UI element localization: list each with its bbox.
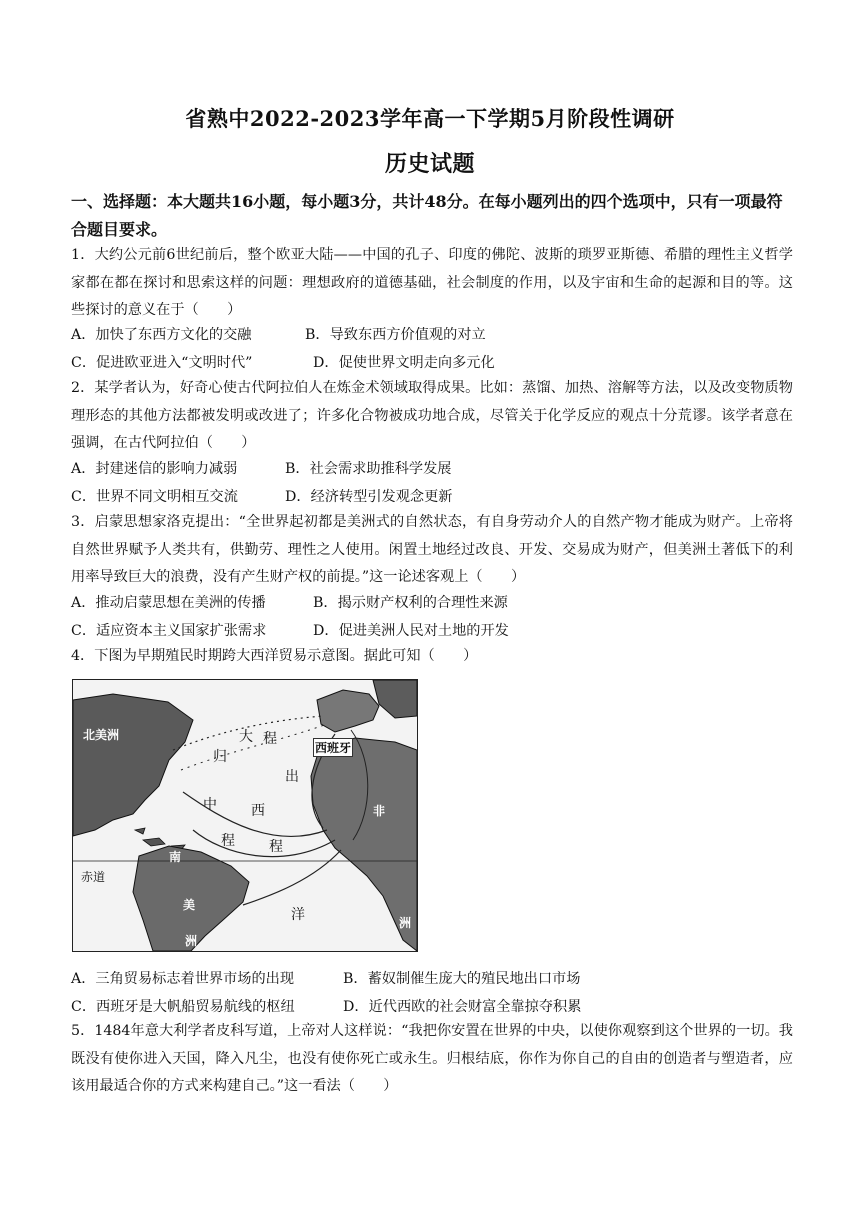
map-label-africa-2: 洲	[399, 916, 412, 930]
question-1-option-c[interactable]: C．促进欧亚进入“文明时代”	[71, 355, 253, 371]
atlantic-trade-map	[72, 679, 418, 952]
map-label-south-america-3: 洲	[185, 934, 198, 948]
question-1-options	[71, 321, 793, 377]
question-3-option-d[interactable]: D．促进美洲人民对土地的开发	[313, 623, 509, 639]
question-3-stem: 3．启蒙思想家洛克提出：“全世界起初都是美洲式的自然状态，有自身劳动介人的自然产物才能成为财产。上帝将自然世界赋予人类共有，供勤劳、理性之人使用。闲置土地经过改良、开发、交易成为财产，但美洲土著低下的利用率导致巨大的浪费，没有产生财产权的前提。”这一论述客观上（ ）	[71, 514, 793, 585]
question-2-stem: 2．某学者认为，好奇心使古代阿拉伯人在炼金术领域取得成果。比如：蒸馏、加热、溶解等方法，以及改变物质物理形态的其他方法都被发明或改进了；许多化合物被成功地合成，尽管关于化学反应的观点十分荒谬。该学者意在强调，在古代阿拉伯（ ）	[71, 380, 793, 451]
page-subtitle: 历史试题	[384, 151, 475, 177]
question-2-option-b[interactable]: B．社会需求助推科学发展	[285, 461, 452, 477]
question-3-options	[71, 589, 793, 645]
map-label-route-mid-2: 西	[251, 803, 265, 819]
question-4-option-d[interactable]: D．近代西欧的社会财富全靠掠夺积累	[343, 999, 582, 1015]
question-2-option-c[interactable]: C．世界不同文明相互交流	[71, 489, 238, 505]
map-label-route-mid-3: 程	[221, 833, 235, 849]
caribbean-islands	[135, 828, 185, 850]
map-label-route-mid-1: 中	[203, 797, 217, 813]
question-4-option-c[interactable]: C．西班牙是大帆船贸易航线的枢纽	[71, 999, 295, 1015]
question-2-options	[71, 455, 793, 511]
question-2-option-a[interactable]: A．封建迷信的影响力减弱	[71, 461, 238, 477]
question-4-option-a[interactable]: A．三角贸易标志着世界市场的出现	[71, 971, 295, 987]
map-label-route-mid-4: 程	[269, 839, 283, 855]
map-label-south-america-1: 南	[169, 850, 182, 864]
question-3-option-b[interactable]: B．揭示财产权利的合理性来源	[313, 595, 508, 611]
question-4-stem: 4．下图为早期殖民时期跨大西洋贸易示意图。据此可知（ ）	[71, 648, 478, 664]
map-label-route-return-2: 程	[263, 731, 277, 747]
question-4-option-b[interactable]: B．蓄奴制催生庞大的殖民地出口市场	[343, 971, 581, 987]
question-5-stem: 5．1484年意大利学者皮科写道，上帝对人这样说：“我把你安置在世界的中央，以使你观察到这个世界的一切。我既没有使你进入天国，降入凡尘，也没有使你死亡或永生。归根结底，你作为你自己的自由的创造者与塑造者，应该用最适合你的方式来构建自己。”这一看法（ ）	[71, 1023, 793, 1094]
map-drawing	[73, 680, 417, 951]
europe-landmass	[317, 690, 379, 732]
map-label-spain: 西班牙	[313, 738, 353, 757]
question-1-stem: 1．大约公元前6世纪前后，整个欧亚大陆——中国的孔子、印度的佛陀、波斯的琐罗亚斯德、希腊的理性主义哲学家都在都在探讨和思索这样的问题：理想政府的道德基础，社会制度的作用，以及宇宙和生命的起源和目的等。这些探讨的意义在于（ ）	[71, 247, 793, 318]
question-1-option-b[interactable]: B．导致东西方价值观的对立	[305, 327, 486, 343]
map-label-north-america: 北美洲	[83, 728, 120, 742]
page-title: 省熟中2022-2023学年高一下学期5月阶段性调研	[185, 106, 675, 131]
question-2-option-d[interactable]: D．经济转型引发观念更新	[285, 489, 453, 505]
question-1-option-a[interactable]: A．加快了东西方文化的交融	[71, 327, 252, 343]
map-label-route-return-1: 大	[239, 729, 253, 745]
section-heading: 一、选择题：本大题共16小题，每小题3分，共计48分。在每小题列出的四个选项中，只有一项最符合题目要求。	[71, 192, 783, 239]
map-label-route-return-3: 归	[213, 749, 227, 765]
question-1-option-d[interactable]: D．促使世界文明走向多元化	[313, 355, 495, 371]
route-middle-passage-3	[243, 850, 341, 905]
question-3-option-a[interactable]: A．推动启蒙思想在美洲的传播	[71, 595, 266, 611]
route-return-dotted-2	[181, 724, 327, 770]
map-label-africa: 非	[373, 804, 386, 818]
europe-north-landmass	[373, 680, 417, 718]
north-america-landmass	[73, 694, 193, 836]
map-label-south-america-2: 美	[183, 898, 196, 912]
question-3-option-c[interactable]: C．适应资本主义国家扩张需求	[71, 623, 267, 639]
map-label-ocean: 洋	[291, 907, 305, 923]
question-4-options	[71, 965, 793, 1021]
map-label-equator: 赤道	[81, 870, 106, 884]
map-label-route-out: 出	[285, 769, 299, 785]
